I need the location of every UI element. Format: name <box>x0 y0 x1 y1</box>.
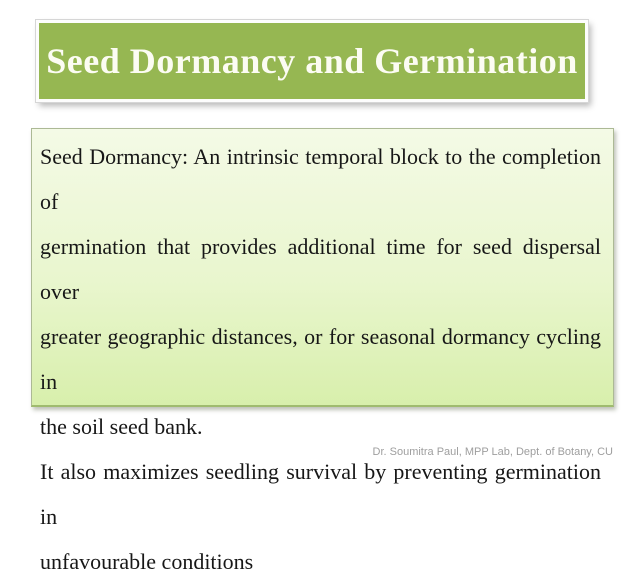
text-line: It also maximizes seedling survival by preventing germination in <box>40 459 601 529</box>
text-line: the soil seed bank. <box>40 414 203 439</box>
footer-credit: Dr. Soumitra Paul, MPP Lab, Dept. of Botany, CU <box>372 446 613 458</box>
text-line: germination that provides additional time for seed dispersal over <box>40 234 601 304</box>
text-line: Seed Dormancy: An intrinsic temporal block to the completion of <box>40 144 601 214</box>
text-line: greater geographic distances, or for seasonal dormancy cycling in <box>40 324 601 394</box>
paragraph-dormancy-definition <box>40 134 601 449</box>
slide-title: Seed Dormancy and Germination <box>46 41 578 81</box>
text-line: unfavourable conditions <box>40 549 254 574</box>
title-banner <box>36 20 588 102</box>
paragraph-seedling-survival <box>40 449 601 584</box>
